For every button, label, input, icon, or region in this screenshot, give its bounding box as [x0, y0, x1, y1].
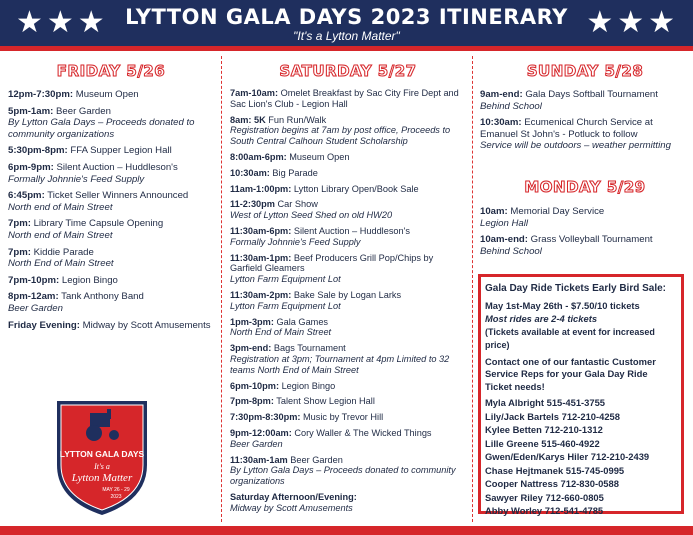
divider-right	[472, 56, 473, 522]
event-title: Music by Trevor Hill	[300, 412, 384, 423]
event-detail: North end of Main Street	[8, 201, 113, 213]
event-title: Memorial Day Service	[507, 206, 605, 217]
event-title: Museum Open	[73, 89, 139, 100]
rep-contact: Abby Worley 712-541-4785	[485, 505, 604, 516]
event-title: Car Show	[274, 199, 318, 210]
event-detail: Service will be outdoors – weather permitting	[480, 140, 671, 152]
header-banner	[0, 0, 693, 46]
footer-stripe	[0, 526, 693, 535]
saturday-event	[230, 253, 466, 285]
rep-contact: Lily/Jack Bartels 712-210-4258	[485, 410, 620, 422]
event-title: Talent Show Legion Hall	[273, 396, 375, 407]
friday-event	[8, 275, 214, 287]
event-detail: Registration begins at 7am by post office, Proceeds to South Central Calhoun Student Scholarship	[230, 125, 451, 147]
event-time: 11am-1:00pm:	[230, 183, 292, 194]
friday-event	[8, 106, 214, 141]
page-title: LYTTON GALA DAYS 2023 ITINERARY	[125, 5, 568, 29]
rep-contact: Cooper Nattress 712-830-0588	[485, 478, 619, 489]
event-title: Gala Games	[273, 316, 329, 327]
event-title: Beer Garden	[287, 454, 343, 465]
saturday-event	[230, 226, 466, 248]
event-time: 10am-end:	[480, 234, 528, 246]
event-title: Legion Bingo	[59, 274, 118, 286]
event-time: 6:45pm:	[8, 190, 45, 202]
event-detail: By Lytton Gala Days – Proceeds donated to community organizations	[8, 117, 195, 140]
event-time: 8am: 5K	[230, 114, 266, 125]
divider-left	[221, 56, 222, 522]
rep-contact: Lille Greene 515-460-4922	[485, 437, 600, 449]
event-detail: Beer Garden	[230, 438, 283, 449]
friday-events	[8, 89, 214, 336]
event-time: 8:00am-6pm:	[230, 151, 287, 162]
event-title: Bake Sale by Logan Larks	[291, 289, 402, 300]
event-title: Grass Volleyball Tournament	[527, 234, 653, 246]
saturday-event	[230, 343, 466, 375]
saturday-event	[230, 115, 466, 147]
event-time: 5pm-1am:	[8, 105, 54, 117]
friday-event	[8, 320, 214, 332]
tickets-heading: Gala Day Ride Tickets Early Bird Sale:	[485, 283, 667, 294]
event-detail: North end of Main Street	[8, 229, 113, 241]
logo-line5: 2023	[110, 494, 122, 500]
event-time: 5:30pm-8pm:	[8, 145, 68, 157]
saturday-event	[230, 428, 466, 450]
saturday-event	[230, 317, 466, 339]
event-time: 7am-10am:	[230, 88, 279, 98]
saturday-event	[230, 381, 466, 392]
event-time: 10:30am:	[480, 117, 522, 129]
event-time: 9am-end:	[480, 89, 523, 100]
event-time: 7pm-10pm:	[8, 274, 60, 286]
event-time: 1pm-3pm:	[230, 316, 274, 327]
event-title: FFA Supper Legion Hall	[67, 145, 172, 157]
event-time: 11:30am-2pm:	[230, 289, 292, 300]
event-detail: North End of Main Street	[230, 327, 332, 338]
monday-event	[480, 234, 690, 257]
friday-event	[8, 89, 214, 101]
saturday-event	[230, 290, 466, 312]
page-subtitle: "It's a Lytton Matter"	[293, 29, 400, 43]
saturday-event	[230, 168, 466, 179]
event-detail: Midway by Scott Amusements	[230, 502, 353, 513]
friday-event	[8, 145, 214, 157]
event-time: 11:30am-1am	[230, 454, 288, 465]
friday-event	[8, 190, 214, 213]
event-time: 10am:	[480, 206, 508, 217]
event-title: Fun Run/Walk	[265, 114, 327, 125]
saturday-heading: SATURDAY 5/27	[279, 62, 417, 80]
sunday-event	[480, 89, 690, 112]
event-time: 11:30am-6pm:	[230, 225, 292, 236]
saturday-event	[230, 396, 466, 407]
event-time: 8pm-12am:	[8, 291, 59, 303]
event-title: Beer Garden	[53, 105, 111, 117]
event-detail: Registration at 3pm; Tournament at 4pm Limited to 32 teams North End of Main Street	[230, 353, 450, 375]
event-time: 3pm-end:	[230, 343, 272, 354]
event-detail: Formally Johnnie's Feed Supply	[230, 236, 361, 247]
rep-contact: Chase Hejtmanek 515-745-0995	[485, 464, 625, 476]
saturday-event	[230, 492, 466, 514]
logo-line1: LYTTON GALA DAYS	[59, 449, 145, 459]
rep-contact: Kylee Betten 712-210-1312	[485, 424, 603, 435]
event-time: 9pm-12:00am:	[230, 427, 292, 438]
event-time: 7pm:	[8, 218, 31, 230]
event-detail: Behind School	[480, 245, 542, 257]
event-time: 11-2:30pm	[230, 199, 275, 210]
saturday-event	[230, 184, 466, 195]
event-title: Library Time Capsule Opening	[30, 218, 164, 230]
event-time: 10:30am:	[230, 167, 270, 178]
logo-line4: MAY 26 - 29	[102, 487, 130, 493]
tickets-note: Most rides are 2-4 tickets	[485, 313, 598, 324]
rep-list	[485, 396, 677, 518]
stars-right-icon: ★★★	[586, 5, 679, 40]
event-title: Silent Auction – Huddleson's	[53, 161, 178, 173]
monday-events	[480, 206, 690, 262]
event-title: Silent Auction – Huddleson's	[291, 225, 410, 236]
event-title: Bags Tournament	[271, 343, 346, 354]
stars-left-icon: ★★★	[16, 5, 109, 40]
friday-event	[8, 218, 214, 241]
sunday-events	[480, 89, 690, 157]
rep-contact: Sawyer Riley 712-660-0805	[485, 491, 604, 503]
event-detail: Behind School	[480, 100, 542, 112]
event-title: Lytton Library Open/Book Sale	[291, 183, 419, 194]
event-time: 7pm:	[8, 246, 31, 258]
event-detail: Lytton Farm Equipment Lot	[230, 274, 341, 285]
event-title: Omelet Breakfast by Sac City Fire Dept and Sac Lion's Club - Legion Hall	[230, 88, 459, 109]
event-time: 7:30pm-8:30pm:	[230, 412, 301, 423]
event-time: 6pm-9pm:	[8, 161, 54, 173]
friday-event	[8, 291, 214, 314]
logo-line2: It's a	[94, 462, 110, 471]
gala-days-logo	[52, 395, 152, 517]
event-time: 12pm-7:30pm:	[8, 89, 74, 100]
event-title: Tank Anthony Band	[58, 291, 144, 303]
event-title: Museum Open	[286, 151, 350, 162]
event-title: Cory Waller & The Wicked Things	[291, 427, 432, 438]
saturday-events	[230, 88, 466, 519]
event-time: 7pm-8pm:	[230, 396, 274, 407]
ride-tickets-box	[478, 274, 684, 514]
saturday-event	[230, 199, 466, 221]
event-title: Ticket Seller Winners Announced	[44, 190, 189, 202]
tickets-contact: Contact one of our fantastic Customer Service Reps for your Gala Day Ride Ticket needs!	[485, 355, 656, 392]
event-detail: West of Lytton Seed Shed on old HW20	[230, 210, 393, 221]
event-time: 6pm-10pm:	[230, 380, 280, 391]
tickets-availability: (Tickets available at event for increased price)	[485, 326, 655, 350]
monday-event	[480, 206, 690, 229]
event-detail: Beer Garden	[8, 302, 63, 314]
event-detail: North End of Main Street	[8, 258, 114, 270]
event-detail: Formally Johnnie's Feed Supply	[8, 173, 145, 185]
event-time: 11:30am-1pm:	[230, 252, 292, 263]
sunday-heading: SUNDAY 5/28	[526, 62, 644, 80]
rep-contact: Gwen/Eden/Karys Hiler 712-210-2439	[485, 451, 650, 462]
saturday-event	[230, 88, 466, 110]
tickets-price: May 1st-May 26th - $7.50/10 tickets	[485, 299, 640, 311]
event-title: Midway by Scott Amusements	[79, 319, 211, 331]
friday-event	[8, 247, 214, 270]
saturday-event	[230, 455, 466, 487]
event-detail: Legion Hall	[480, 217, 529, 229]
saturday-event	[230, 412, 466, 423]
saturday-event	[230, 152, 466, 163]
rep-contact: Myla Albright 515-451-3755	[485, 397, 606, 408]
event-title: Beef Producers Grill Pop/Chips by Garfield Gleamers	[230, 252, 434, 274]
event-title: Gala Days Softball Tournament	[522, 89, 658, 100]
event-detail: Lytton Farm Equipment Lot	[230, 300, 341, 311]
event-detail: By Lytton Gala Days – Proceeds donated to community organizations	[230, 465, 456, 487]
event-title: Ecumenical Church Service at Emanuel St John's - Potluck to follow	[480, 117, 653, 140]
logo-line3: Lytton Matter	[71, 472, 133, 484]
event-time: Friday Evening:	[8, 319, 80, 331]
header-stripe	[0, 46, 693, 51]
event-title: Legion Bingo	[279, 380, 336, 391]
friday-heading: FRIDAY 5/26	[56, 62, 166, 80]
sunday-event	[480, 117, 690, 152]
event-time: Saturday Afternoon/Evening:	[230, 491, 357, 502]
friday-event	[8, 162, 214, 185]
event-title: Big Parade	[269, 167, 318, 178]
monday-heading: MONDAY 5/29	[524, 178, 646, 196]
event-title: Kiddie Parade	[30, 246, 94, 258]
